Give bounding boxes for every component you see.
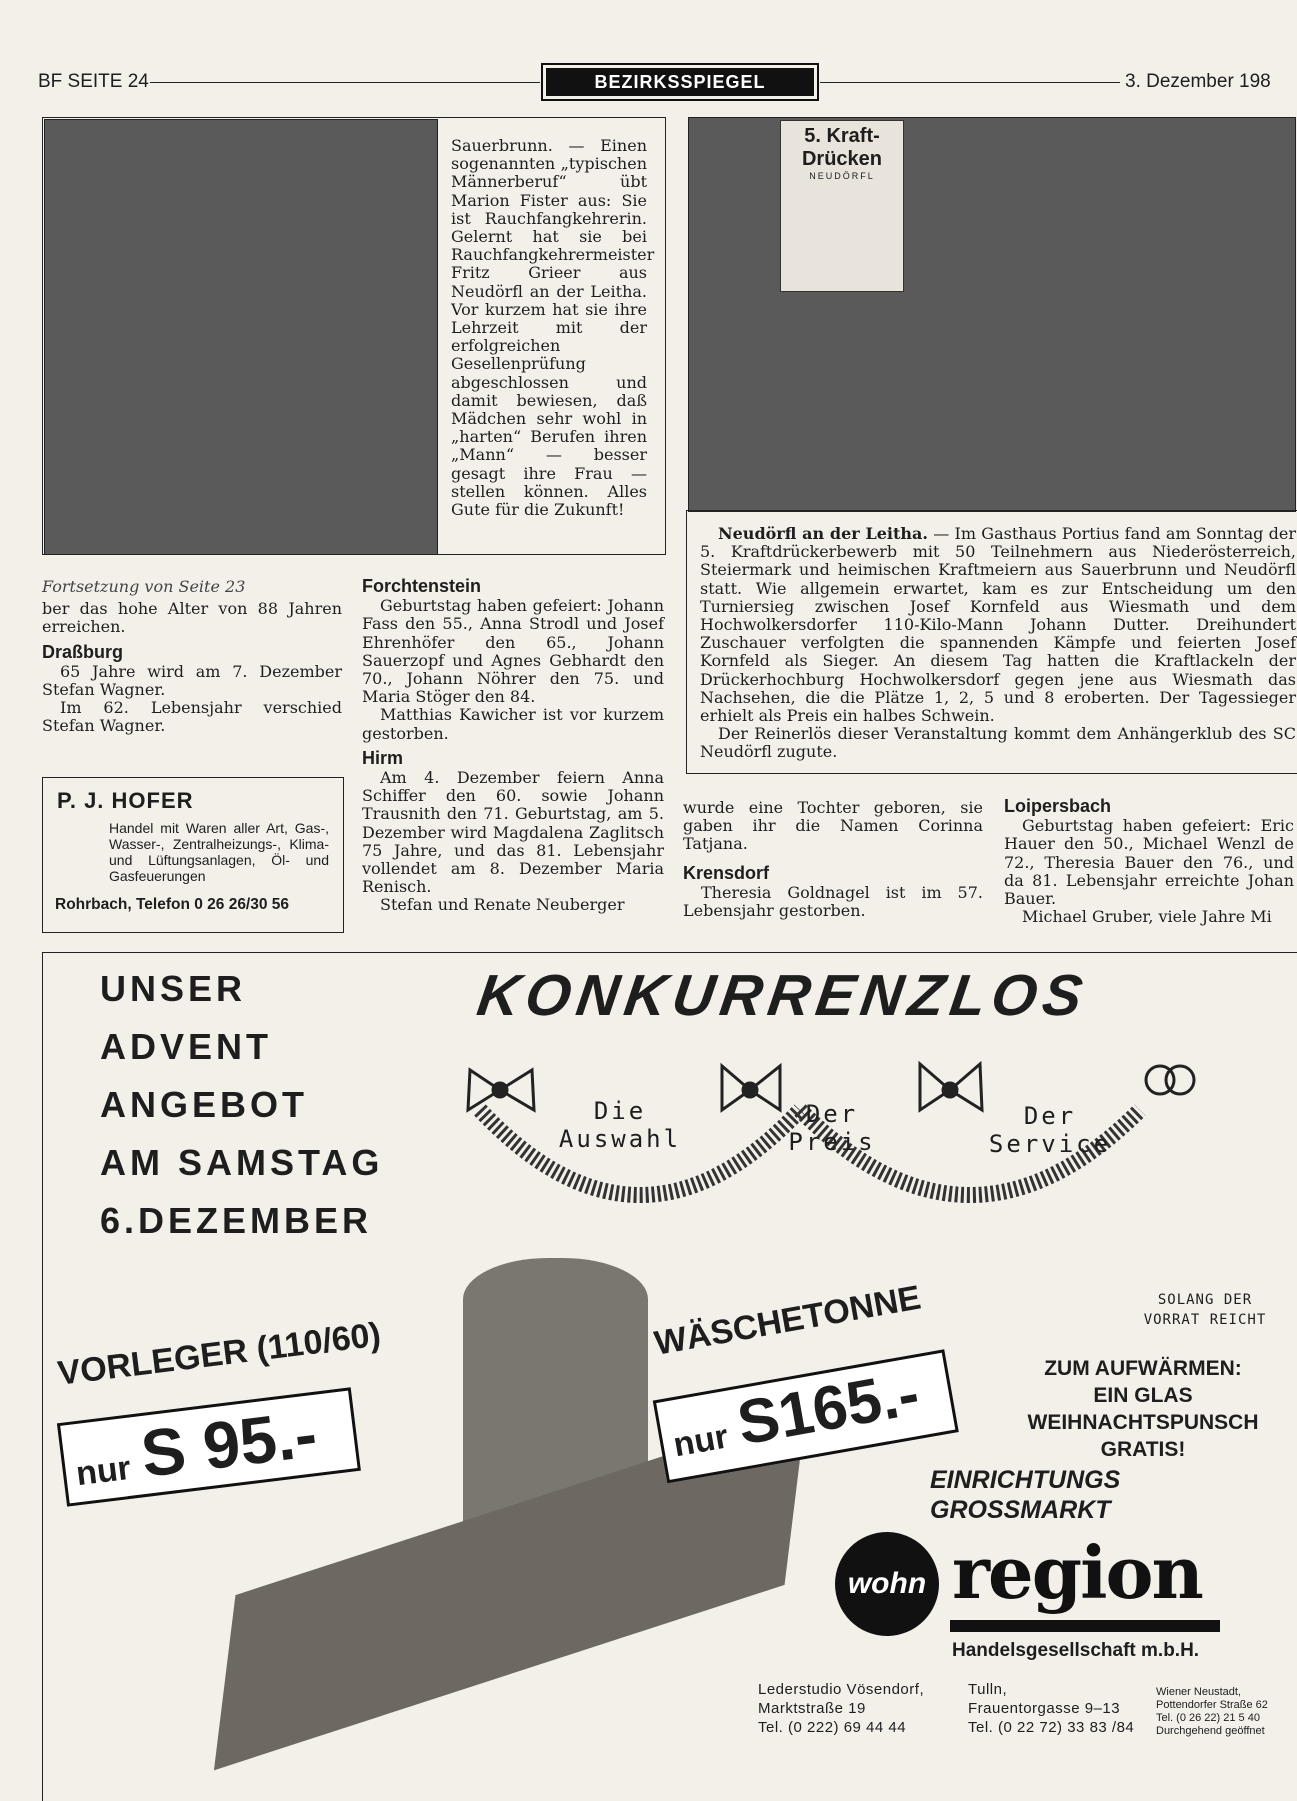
waeschetonne-title: WÄSCHETONNE <box>651 1278 924 1363</box>
advent-offer <box>100 960 460 1250</box>
col3-para-2: Theresia Goldnagel ist im 57. Lebensjahr gestorben. <box>683 882 983 921</box>
poster-line-1: 5. Kraft- <box>804 125 880 147</box>
col1-para-0: ber das hohe Alter von 88 Jahren erreichen. <box>42 599 342 637</box>
heading-loipersbach: Loipersbach <box>1004 796 1112 816</box>
col2-para-3: Am 4. Dezember feiern Anna Schiffer den 60. sowie Johann Trausnith den 71. Geburtstag, am 5. Dezember wird Magdalena Zaglitsch 75 Jahre, und das 81. Lebensjahr vollendet am 8. Dezember Maria Renisch. <box>362 768 664 897</box>
region-logo-text: region <box>952 1530 1202 1615</box>
column-1 <box>42 578 342 736</box>
vorleger-title: VORLEGER (110/60) <box>55 1315 383 1393</box>
column-3 <box>683 799 983 920</box>
waeschetonne-price: S165.- <box>732 1358 925 1459</box>
col4-para-2: Michael Gruber, viele Jahre Mi <box>1022 907 1272 927</box>
garland-der-preis: Der Preis <box>788 1100 876 1156</box>
neudoerfl-body: — Im Gasthaus Portius fand am Sonntag der 5. Kraftdrückerbewerb mit 50 Teilnehmern aus Niederösterreich, Steiermark und heimischen Kraftmeiern aus Sauerbrunn und Neudörfl statt. Wie allgemein erwartet, kam es zur Entscheidung um den Turniersieg zwischen Josef Kornfeld aus Wiesmath und dem Hochwolkersdorfer 110-Kilo-Mann Johann Dutter. Dreihundert Zuschauer verfolgten die spannenden Kämpfe und feierten Josef Kornfeld als Sieger. An diesem Tag hatten die Kraftlackeln der Drückerhochburg Hochwolkersdorf gegen jene aus Wiesmath das Nachsehen, die die Plätze 1, 2, 5 und 8 eroberten. Der Tagessieger erhielt als Preis ein halbes Schwein. <box>700 524 1296 726</box>
garland-der-service: Der Service <box>988 1102 1112 1158</box>
headline-konkurrenzlos: KONKURRENZLOS <box>473 963 1093 1028</box>
garland-die-auswahl: Die Auswahl <box>558 1097 682 1153</box>
address-tulln: Tulln, Frauentorgasse 9–13 Tel. (0 22 72) 33 83 /84 <box>968 1681 1135 1736</box>
col1-para-1: 65 Jahre wird am 7. Dezember Stefan Wagner. <box>42 661 342 700</box>
heading-krensdorf: Krensdorf <box>683 862 770 883</box>
advent-line-4: AM SAMSTAG <box>100 1142 384 1183</box>
column-2 <box>362 577 664 915</box>
address-voesendorf: Lederstudio Vösendorf, Marktstraße 19 Tel. (0 222) 69 44 44 <box>758 1681 925 1736</box>
advent-line-3: ANGEBOT <box>100 1084 308 1125</box>
column-4 <box>1004 797 1294 926</box>
hofer-phone: Rohrbach, Telefon 0 26 26/30 56 <box>55 896 290 913</box>
handelsgesellschaft: Handelsgesellschaft m.b.H. <box>952 1640 1200 1661</box>
issue-date: 3. Dezember 198 <box>1125 71 1271 92</box>
bow-icon-right <box>920 1064 982 1110</box>
heading-hirm: Hirm <box>362 747 404 768</box>
col1-para-2: Im 62. Lebensjahr verschied Stefan Wagner. <box>42 698 342 736</box>
event-poster <box>780 120 904 292</box>
wohn-logo-circle: wohn <box>835 1532 939 1636</box>
neudoerfl-text <box>700 525 1296 762</box>
col2-para-4: Stefan und Renate Neuberger <box>380 895 625 915</box>
advent-line-2: ADVENT <box>100 1026 273 1067</box>
poster-line-2: Drücken <box>801 148 883 170</box>
advent-line-1: UNSER <box>100 968 247 1009</box>
hofer-description: Handel mit Waren aller Art, Gas-, Wasser-, Zentralheizungs-, Klima- und Lüftungsanlagen, Öl- und Gasfeuerungen <box>109 820 329 884</box>
header-rule-left <box>150 82 540 83</box>
ornament-icon <box>1146 1066 1194 1094</box>
logo-underline <box>950 1620 1220 1632</box>
address-wiener-neustadt: Wiener Neustadt, Pottendorfer Straße 62 Tel. (0 26 22) 21 5 40 Durchgehend geöffnet <box>1156 1686 1268 1737</box>
hofer-ad <box>42 777 344 933</box>
heading-forchtenstein: Forchtenstein <box>362 576 482 596</box>
col4-para-1: Geburtstag haben gefeiert: Eric Hauer den 50., Michael Wenzl de 72., Theresia Bauer den 76., und da 81. Lebensjahr erreichte Johan Bauer. <box>1004 816 1294 909</box>
chimney-sweeps-photo <box>44 119 438 555</box>
neudoerfl-body-2: Der Reinerlös dieser Veranstaltung kommt dem Anhängerklub des SC Neudörfl zugute. <box>700 724 1296 762</box>
page-number: BF SEITE 24 <box>38 71 149 92</box>
hofer-name: P. J. HOFER <box>57 788 194 813</box>
grossmarkt-title: EINRICHTUNGS GROSSMARKT <box>930 1466 1121 1524</box>
bow-icon-left <box>468 1070 534 1110</box>
continuation-note: Fortsetzung von Seite 23 <box>42 577 246 596</box>
vorleger-price: S 95.- <box>137 1396 321 1491</box>
neudoerfl-lead: Neudörfl an der Leitha. <box>718 524 928 543</box>
col2-para-1: Geburtstag haben gefeiert: Johann Fass den 55., Anna Strodl und Josef Ehrenhöfer den 65., Johann Sauerzopf und Agnes Gebhardt den 70., Johann Nöhrer den 75. und Maria Stöger den 84. <box>362 596 664 707</box>
solang-der-vorrat: SOLANG DER VORRAT REICHT <box>1143 1292 1267 1328</box>
header-rule-right <box>820 82 1120 83</box>
heading-drassburg: Draßburg <box>42 641 123 662</box>
col2-para-2: Matthias Kawicher ist vor kurzem gestorben. <box>362 705 664 743</box>
advent-line-5: 6.DEZEMBER <box>100 1200 373 1241</box>
masthead: BEZIRKSSPIEGEL <box>546 68 814 96</box>
col3-para-1: wurde eine Tochter geboren, sie gaben ihr die Namen Corinna Tatjana. <box>683 798 983 854</box>
poster-line-3: NEUDÖRFL <box>809 171 875 181</box>
vorleger-nur: nur <box>73 1448 133 1494</box>
waeschetonne-nur: nur <box>670 1417 732 1465</box>
punsch-offer: ZUM AUFWÄRMEN: EIN GLAS WEIHNACHTSPUNSCH GRATIS! <box>1027 1357 1259 1461</box>
sauerbrunn-text: Sauerbrunn. — Einen sogenannten „typischen Männerberuf“ übt Marion Fister aus: Sie ist Rauchfangkehrerin. Gelernt hat sie bei Rauchfangkehrermeister Fritz Grieer aus Neudörfl an der Leitha. Vor kurzem hat sie ihre Lehrzeit mit der erfolgreichen Gesellenprüfung abgeschlossen und damit bewiesen, daß Mädchen sehr wohl in „harten“ Berufen ihren „Mann“ — besser gesagt ihre Frau — stellen können. Alles Gute für die Zukunft! <box>451 136 655 520</box>
